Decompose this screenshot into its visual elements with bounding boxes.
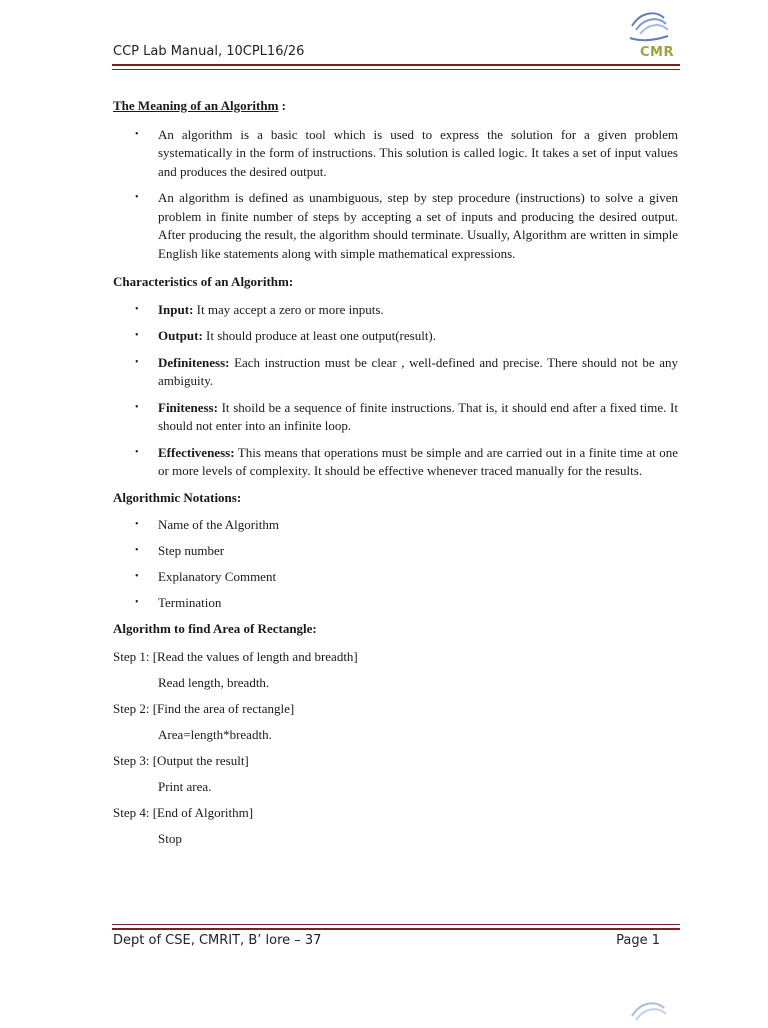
step-action: Stop (158, 830, 182, 846)
step-line: Step 1: [Read the values of length and breadth] (113, 648, 358, 664)
main-content (113, 97, 678, 856)
item-text: It should produce at least one output(result). (202, 328, 437, 343)
item-label: Input: (158, 301, 194, 317)
characteristics-list (113, 301, 678, 481)
logo-text: CMR (640, 45, 674, 60)
list-item: • Step number (113, 542, 678, 561)
footer-rule (112, 928, 680, 930)
list-item: • Explanatory Comment (113, 568, 678, 587)
step-line: Step 3: [Output the result] (113, 752, 249, 768)
list-item (113, 327, 678, 346)
item-label: Finiteness: (158, 399, 218, 415)
header-rule (112, 64, 680, 66)
section-heading-meaning (113, 97, 678, 116)
section-heading-notations: Algorithmic Notations: (113, 489, 242, 505)
step-action: Read length, breadth. (158, 674, 270, 690)
heading-suffix: : (278, 98, 286, 113)
page-number: Page 1 (616, 933, 660, 948)
section-heading-characteristics: Characteristics of an Algorithm: (113, 274, 294, 289)
header-rule-thin (112, 69, 680, 70)
item-text: It may accept a zero or more inputs. (193, 301, 384, 317)
list-item (113, 301, 678, 320)
heading-text: The Meaning of an Algorithm (113, 98, 279, 113)
item-text: Each instruction must be clear , well-defined and precise. There should not be any ambiguity. (158, 354, 678, 388)
section-heading-rectangle: Algorithm to find Area of Rectangle: (113, 621, 317, 636)
footer-department: Dept of CSE, CMRIT, B’ lore – 37 (113, 933, 322, 948)
step-line: Step 2: [Find the area of rectangle] (113, 700, 295, 716)
item-text: It shoild be a sequence of finite instructions. That is, it should end after a fixed time. It should not enter into an infinite loop. (158, 399, 678, 433)
notations-list (113, 516, 678, 613)
meaning-list (113, 126, 678, 264)
list-item: • Termination (113, 594, 678, 613)
item-label: Definiteness: (158, 354, 230, 370)
item-label: Output: (158, 328, 203, 343)
list-item (113, 354, 678, 391)
list-item: • An algorithm is a basic tool which is used to express the solution for a given problem systematically in the form of instructions. This solution is called logic. It takes a set of input values and produces the desired output. (113, 126, 678, 182)
footer-rule-thin (112, 924, 680, 925)
item-text: This means that operations must be simple and are carried out in a finite time at one or more levels of complexity. It should be effective whenever traced manually for the results. (158, 444, 678, 478)
list-item: • An algorithm is defined as unambiguous, step by step procedure (instructions) to solve a given problem in finite number of steps by accepting a set of inputs and producing the desired output. After producing the result, the algorithm should terminate. Usually, Algorithm are written in simple English like statements along with simple mathematical expressions. (113, 189, 678, 263)
item-label: Effectiveness: (158, 444, 235, 460)
step-line: Step 4: [End of Algorithm] (113, 804, 254, 820)
list-item: • Name of the Algorithm (113, 516, 678, 535)
list-item (113, 444, 678, 481)
list-item (113, 399, 678, 436)
step-action: Area=length*breadth. (158, 726, 272, 742)
header-title: CCP Lab Manual, 10CPL16/26 (113, 44, 305, 59)
step-action: Print area. (158, 778, 212, 794)
